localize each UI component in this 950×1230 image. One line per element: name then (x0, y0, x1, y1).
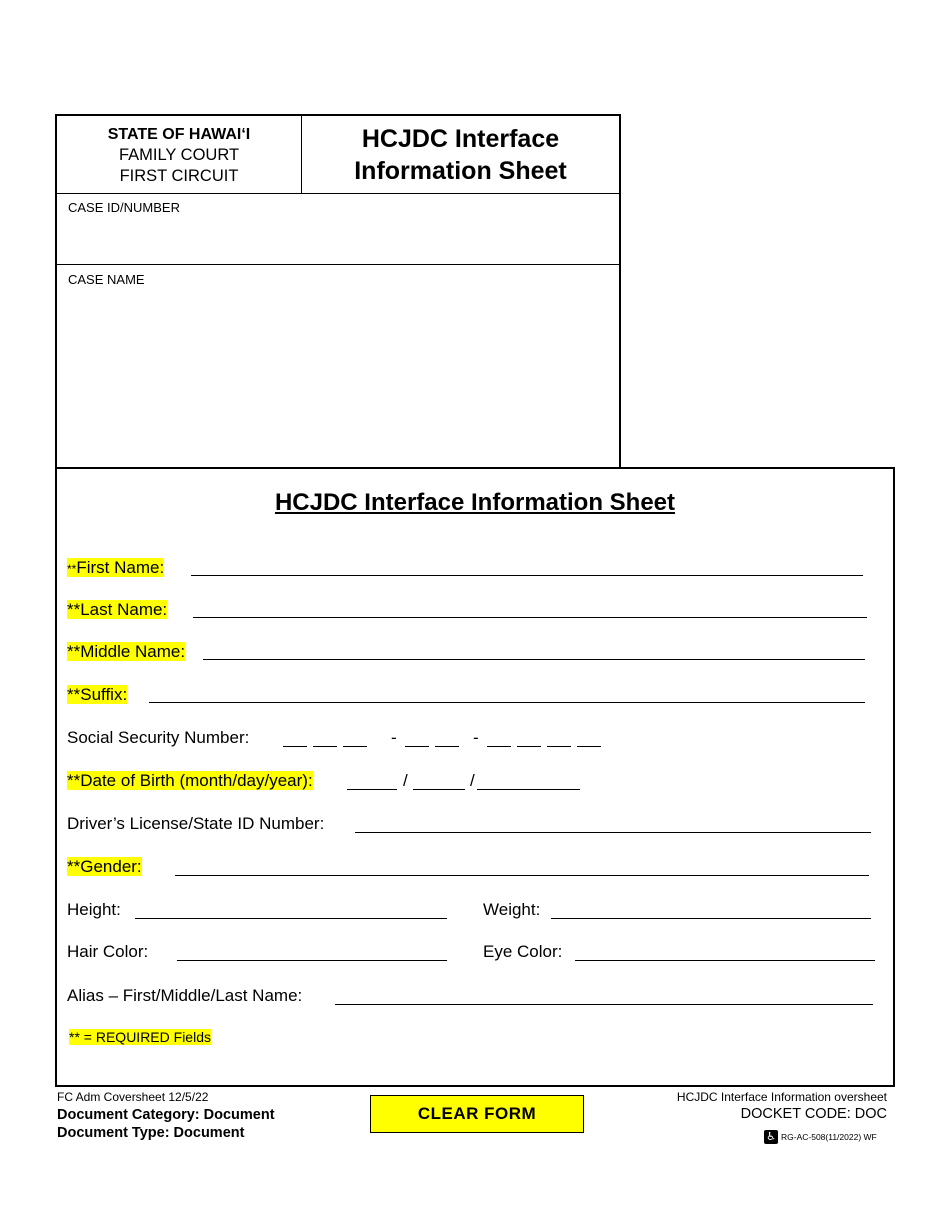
divider (57, 264, 619, 265)
ssn-digit[interactable] (547, 746, 571, 747)
required-note: ** = REQUIRED Fields (69, 1029, 211, 1045)
ssn-digit[interactable] (435, 746, 459, 747)
alias-label: Alias – First/Middle/Last Name: (67, 986, 303, 1005)
document-category: Document Category: Document (57, 1107, 275, 1123)
sheet-name: HCJDC Interface Information oversheet (676, 1090, 887, 1104)
ssn-digit[interactable] (313, 746, 337, 747)
coversheet-id: FC Adm Coversheet 12/5/22 (57, 1090, 209, 1104)
ssn-digit[interactable] (517, 746, 541, 747)
first-name-input[interactable] (191, 575, 863, 576)
first-name-label: **First Name: (67, 558, 165, 577)
case-id-label: CASE ID/NUMBER (68, 200, 180, 215)
last-name-input[interactable] (193, 617, 867, 618)
ssn-digit[interactable] (343, 746, 367, 747)
divider (57, 193, 619, 194)
header-box (55, 114, 621, 468)
last-name-label: **Last Name: (67, 600, 168, 619)
suffix-label: **Suffix: (67, 685, 128, 704)
height-label: Height: (67, 900, 121, 919)
ssn-digit[interactable] (487, 746, 511, 747)
document-title (302, 116, 619, 193)
weight-input[interactable] (551, 918, 871, 919)
gender-label: **Gender: (67, 857, 142, 876)
dob-month-input[interactable] (347, 789, 397, 790)
middle-name-label: **Middle Name: (67, 642, 186, 661)
form-title: HCJDC Interface Information Sheet (274, 489, 676, 516)
dob-slash: / (470, 771, 475, 790)
state-name: STATE OF HAWAI‘I (107, 126, 251, 143)
accessibility-icon: ♿ (764, 1130, 778, 1144)
case-name-label: CASE NAME (68, 272, 145, 287)
dob-slash: / (403, 771, 408, 790)
court-info (57, 116, 302, 193)
dl-input[interactable] (355, 832, 871, 833)
docket-code: DOCKET CODE: DOC (740, 1106, 887, 1122)
circuit-name: FIRST CIRCUIT (119, 167, 239, 185)
dl-label: Driver’s License/State ID Number: (67, 814, 325, 833)
ssn-label: Social Security Number: (67, 728, 250, 747)
form-box (55, 467, 895, 1087)
hair-label: Hair Color: (67, 942, 149, 961)
dob-day-input[interactable] (413, 789, 465, 790)
weight-label: Weight: (483, 900, 541, 919)
gender-input[interactable] (175, 875, 869, 876)
title-line-1: HCJDC Interface (361, 125, 560, 153)
eye-label: Eye Color: (483, 942, 563, 961)
form-number: RG-AC-508(11/2022) WF (781, 1132, 877, 1142)
document-type: Document Type: Document (57, 1125, 245, 1141)
alias-input[interactable] (335, 1004, 873, 1005)
hair-input[interactable] (177, 960, 447, 961)
eye-input[interactable] (575, 960, 875, 961)
ssn-digit[interactable] (577, 746, 601, 747)
middle-name-input[interactable] (203, 659, 865, 660)
clear-form-button[interactable]: CLEAR FORM (370, 1095, 584, 1133)
required-marker: ** (67, 562, 77, 576)
dob-label: **Date of Birth (month/day/year): (67, 771, 313, 790)
height-input[interactable] (135, 918, 447, 919)
ssn-digit[interactable] (405, 746, 429, 747)
case-name-field[interactable] (68, 292, 608, 452)
suffix-input[interactable] (149, 702, 865, 703)
title-line-2: Information Sheet (354, 157, 567, 185)
ssn-dash: - (391, 728, 397, 747)
ssn-dash: - (473, 728, 479, 747)
ssn-digit[interactable] (283, 746, 307, 747)
dob-year-input[interactable] (477, 789, 580, 790)
case-id-field[interactable] (68, 220, 608, 260)
court-name: FAMILY COURT (118, 146, 240, 164)
